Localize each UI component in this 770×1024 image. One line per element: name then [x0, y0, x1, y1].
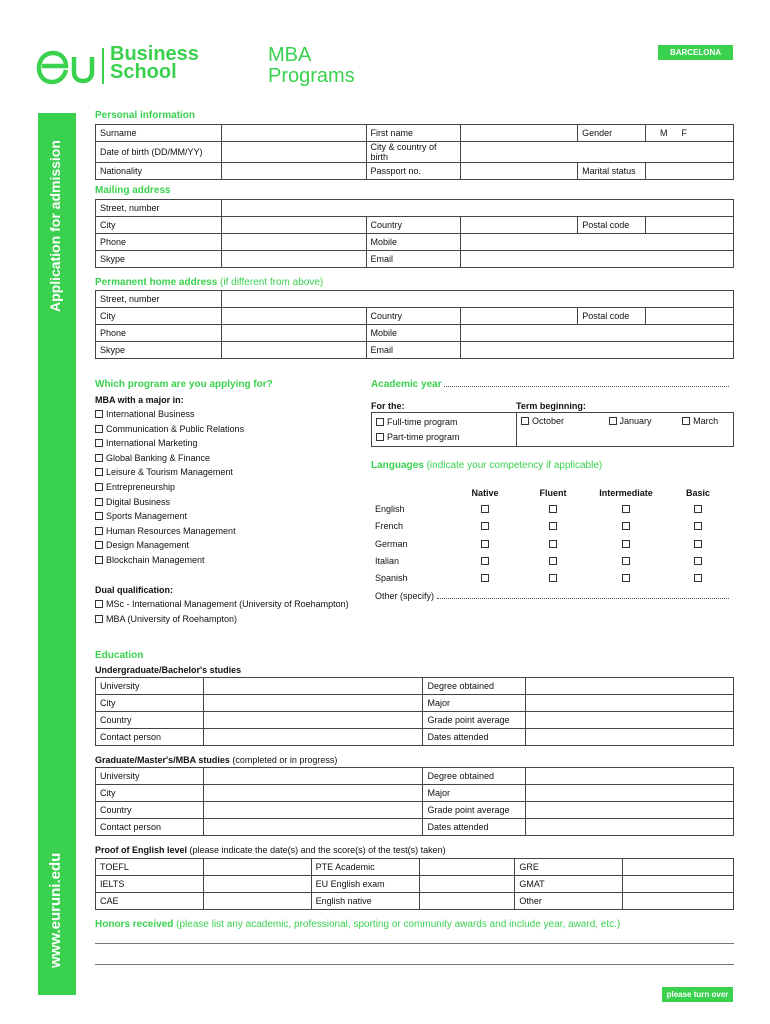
parttime-option[interactable]: Part-time program — [376, 430, 512, 445]
checkbox-icon[interactable] — [95, 498, 103, 506]
major-option[interactable]: Global Banking & Finance — [95, 453, 210, 463]
first-name-field[interactable] — [461, 125, 578, 142]
checkbox-icon[interactable] — [95, 454, 103, 462]
marital-field[interactable] — [646, 163, 734, 180]
checkbox-icon — [376, 418, 384, 426]
english-heading: Proof of English level (please indicate the date(s) and the score(s) of the test(s) taken) — [95, 845, 446, 855]
dob-field[interactable] — [221, 142, 366, 163]
language-checkbox[interactable] — [549, 574, 557, 582]
personal-table: Surname First name Gender M F Date of birth (DD/MM/YY) City & country of birth Nationality Passport no. Marital status — [95, 124, 734, 180]
language-level-label: Fluent — [539, 488, 567, 498]
turn-over-badge: please turn over — [662, 987, 733, 1002]
january-option[interactable]: January — [609, 416, 652, 426]
checkbox-icon[interactable] — [95, 541, 103, 549]
english-table: TOEFL PTE Academic GRE IELTS EU English exam GMAT CAE English native Other — [95, 858, 734, 910]
major-option[interactable]: International Marketing — [95, 438, 198, 448]
grad-table: University Degree obtained City Major Country Grade point average Contact person Dates attended — [95, 767, 734, 836]
language-checkbox[interactable] — [622, 540, 630, 548]
language-checkbox[interactable] — [549, 505, 557, 513]
checkbox-icon — [376, 433, 384, 441]
language-checkbox[interactable] — [694, 505, 702, 513]
sidebar-website: www.euruni.edu — [47, 852, 64, 968]
major-option[interactable]: Leisure & Tourism Management — [95, 467, 233, 477]
checkbox-icon[interactable] — [95, 483, 103, 491]
checkbox-icon — [609, 417, 617, 425]
passport-field[interactable] — [461, 163, 578, 180]
checkbox-icon — [682, 417, 690, 425]
language-checkbox[interactable] — [622, 574, 630, 582]
eu-logo-icon — [36, 44, 100, 86]
ug-heading: Undergraduate/Bachelor's studies — [95, 665, 242, 675]
academic-table — [371, 412, 734, 447]
language-checkbox[interactable] — [481, 557, 489, 565]
perm-street-field[interactable] — [221, 291, 733, 308]
language-label: English — [375, 504, 405, 514]
checkbox-icon[interactable] — [95, 468, 103, 476]
language-checkbox[interactable] — [694, 540, 702, 548]
nationality-field[interactable] — [221, 163, 366, 180]
language-checkbox[interactable] — [694, 574, 702, 582]
surname-field[interactable] — [221, 125, 366, 142]
major-option[interactable]: Design Management — [95, 540, 189, 550]
perm-city-field[interactable] — [221, 308, 366, 325]
other-language[interactable]: Other (specify) — [375, 591, 729, 601]
major-option[interactable]: Blockchain Management — [95, 555, 205, 565]
brand-name: Business School — [110, 43, 199, 83]
permanent-heading: Permanent home address (if different from above) — [95, 277, 324, 288]
gender-field[interactable]: M F — [646, 125, 734, 142]
dual-heading: Dual qualification: — [95, 585, 174, 595]
checkbox-icon[interactable] — [95, 410, 103, 418]
perm-mobile-field[interactable] — [461, 325, 734, 342]
mailing-street-field[interactable] — [221, 200, 733, 217]
major-option[interactable]: Entrepreneurship — [95, 482, 175, 492]
perm-postal-field[interactable] — [646, 308, 734, 325]
mailing-mobile-field[interactable] — [461, 234, 734, 251]
perm-skype-field[interactable] — [221, 342, 366, 359]
checkbox-icon[interactable] — [95, 527, 103, 535]
mailing-skype-field[interactable] — [221, 251, 366, 268]
language-checkbox[interactable] — [481, 505, 489, 513]
education-heading: Education — [95, 650, 144, 661]
language-checkbox[interactable] — [549, 540, 557, 548]
languages-heading: Languages (indicate your competency if applicable) — [371, 460, 603, 471]
mailing-email-field[interactable] — [461, 251, 734, 268]
language-checkbox[interactable] — [481, 522, 489, 530]
language-level-label: Intermediate — [599, 488, 653, 498]
dual-option[interactable]: MBA (University of Roehampton) — [95, 614, 237, 624]
language-label: Italian — [375, 555, 400, 566]
perm-phone-field[interactable] — [221, 325, 366, 342]
logo-divider — [102, 48, 104, 84]
language-label: German — [375, 538, 408, 549]
checkbox-icon[interactable] — [95, 425, 103, 433]
perm-country-field[interactable] — [461, 308, 578, 325]
checkbox-icon[interactable] — [95, 556, 103, 564]
major-heading: MBA with a major in: — [95, 395, 184, 405]
academic-heading: Academic year — [371, 379, 729, 390]
mailing-heading: Mailing address — [95, 185, 171, 196]
language-label: French — [375, 521, 404, 532]
language-checkbox[interactable] — [622, 505, 630, 513]
page-title: MBA Programs — [268, 44, 355, 87]
checkbox-icon — [521, 417, 529, 425]
language-checkbox[interactable] — [622, 522, 630, 530]
language-checkbox[interactable] — [694, 557, 702, 565]
language-checkbox[interactable] — [622, 557, 630, 565]
for-heading: For the: — [371, 401, 405, 411]
mailing-city-field[interactable] — [221, 217, 366, 234]
ug-table: University Degree obtained City Major Country Grade point average Contact person Dates attended — [95, 677, 734, 746]
sidebar-title: Application for admission — [47, 140, 63, 312]
permanent-table: Street, number City Country Postal code Phone Mobile Skype Email — [95, 290, 734, 359]
october-option[interactable]: October — [521, 416, 564, 426]
checkbox-icon[interactable] — [95, 512, 103, 520]
major-option[interactable]: Sports Management — [95, 511, 187, 521]
location-badge: BARCELONA — [658, 45, 733, 60]
dual-option[interactable]: MSc - International Management (University of Roehampton) — [95, 599, 349, 609]
checkbox-icon[interactable] — [95, 439, 103, 447]
grad-heading: Graduate/Master's/MBA studies (completed or in progress) — [95, 755, 338, 765]
language-level-label: Native — [471, 488, 499, 498]
mailing-phone-field[interactable] — [221, 234, 366, 251]
language-checkbox[interactable] — [549, 557, 557, 565]
language-checkbox[interactable] — [549, 522, 557, 530]
checkbox-icon — [95, 615, 103, 623]
major-option[interactable]: International Business — [95, 409, 195, 419]
march-option[interactable]: March — [682, 416, 718, 426]
birthplace-field[interactable] — [461, 142, 734, 163]
language-checkbox[interactable] — [481, 540, 489, 548]
program-heading: Which program are you applying for? — [95, 379, 273, 390]
language-level-label: Basic — [685, 488, 711, 498]
honors-line[interactable] — [95, 964, 734, 965]
major-option[interactable]: Communication & Public Relations — [95, 424, 244, 434]
language-checkbox[interactable] — [694, 522, 702, 530]
mailing-country-field[interactable] — [461, 217, 578, 234]
mailing-table: Street, number City Country Postal code Phone Mobile Skype Email — [95, 199, 734, 268]
perm-email-field[interactable] — [461, 342, 734, 359]
honors-line[interactable] — [95, 943, 734, 944]
checkbox-icon — [95, 600, 103, 608]
major-option[interactable]: Human Resources Management — [95, 526, 236, 536]
major-option[interactable]: Digital Business — [95, 497, 170, 507]
personal-heading: Personal information — [95, 110, 196, 121]
term-heading: Term beginning: — [516, 401, 586, 411]
fulltime-option[interactable]: Full-time program — [376, 415, 512, 430]
honors-heading: Honors received (please list any academic, professional, sporting or community awards and include year, award, etc.) — [95, 919, 621, 930]
language-checkbox[interactable] — [481, 574, 489, 582]
language-label: Spanish — [375, 573, 408, 584]
mailing-postal-field[interactable] — [646, 217, 734, 234]
